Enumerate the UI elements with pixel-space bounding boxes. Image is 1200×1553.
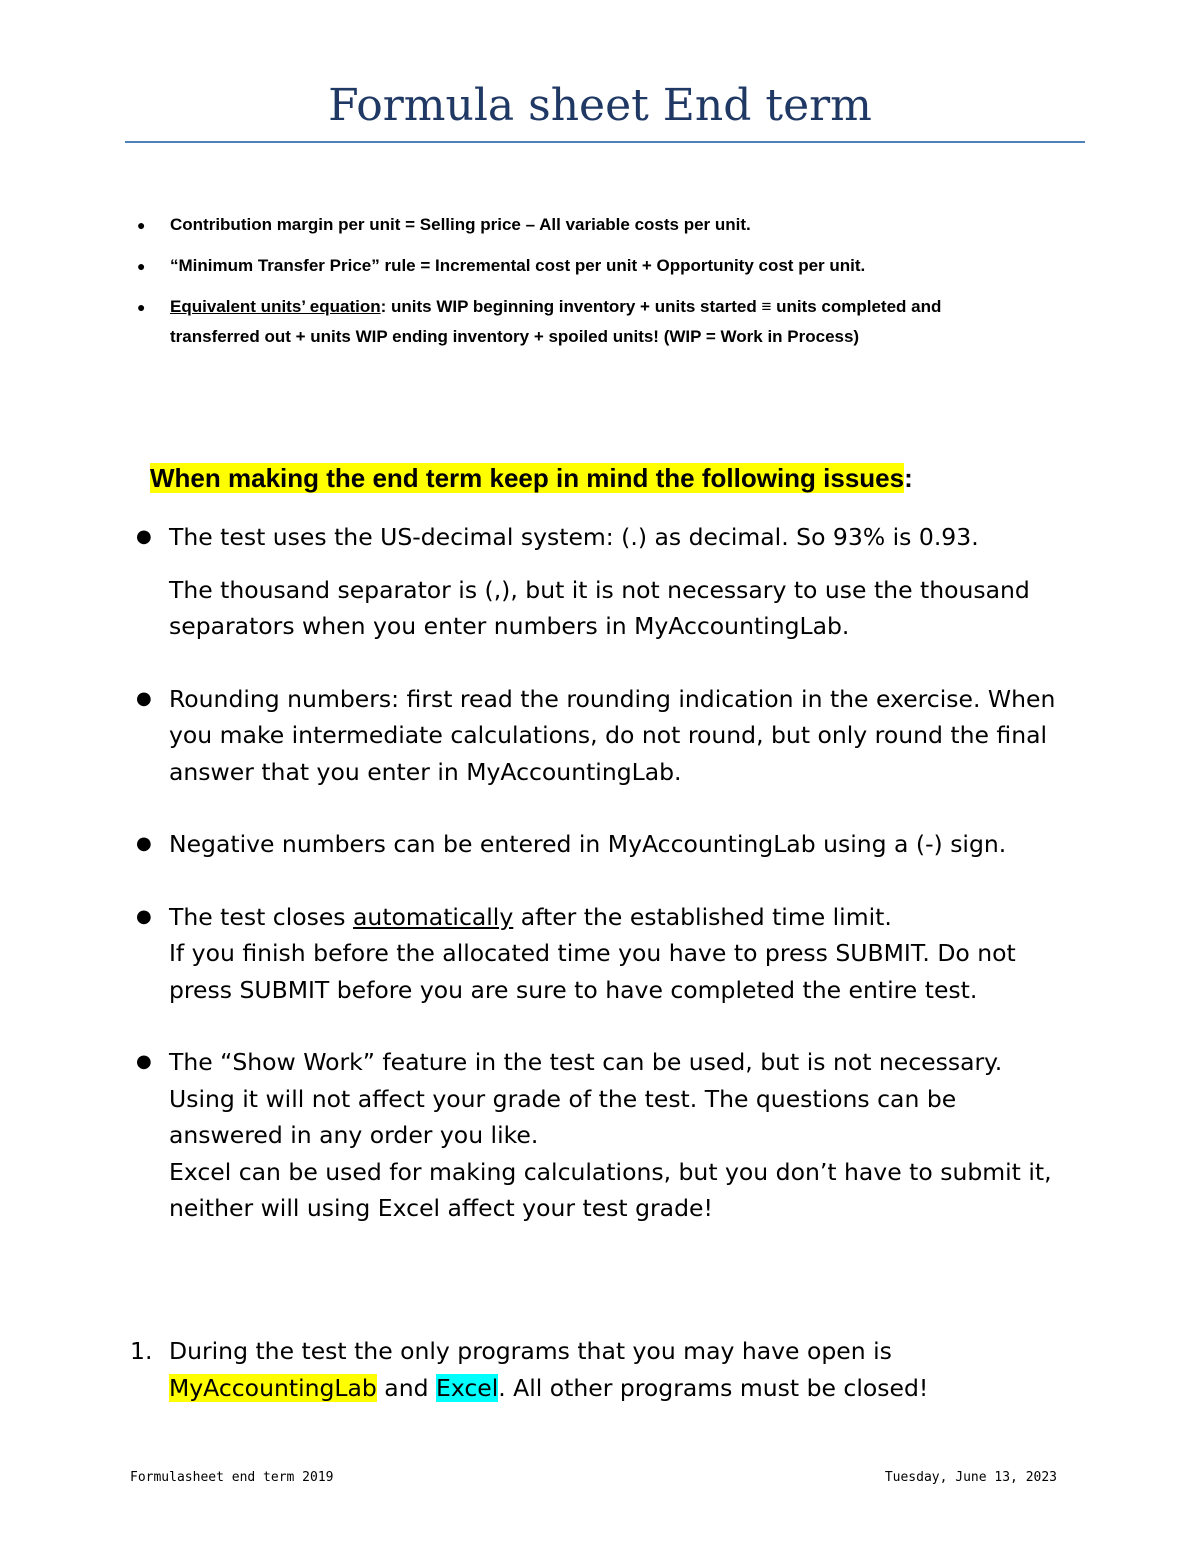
numbered-text-part: and <box>376 1373 436 1402</box>
formula-contribution-margin: Contribution margin per unit = Selling price – All variable costs per unit. <box>170 215 751 234</box>
numbered-text-part: . All other programs must be closed! <box>498 1373 929 1402</box>
footer-date: Tuesday, June 13, 2023 <box>884 1470 1057 1485</box>
title-underline <box>125 141 1085 143</box>
formula-transfer-price: “Minimum Transfer Price” rule = Incremental cost per unit + Opportunity cost per unit. <box>170 256 866 275</box>
notice-heading <box>150 459 913 497</box>
issue-text: The test uses the US-decimal system: (.) as decimal. So 93% is 0.93. <box>169 523 979 551</box>
issue-text: Excel can be used for making calculations, but you don’t have to submit it, <box>169 1157 1052 1186</box>
issue-text: answer that you enter in MyAccountingLab. <box>169 757 682 786</box>
formula-equivalent-units-line2: transferred out + units WIP ending inventory + spoiled units! (WIP = Work in Process) <box>170 327 860 346</box>
issue-item-closes <box>130 899 1090 1009</box>
issue-text-part: after the established time limit. <box>513 902 892 931</box>
formula-item <box>130 292 1060 352</box>
footer-document-name: Formulasheet end term 2019 <box>130 1470 334 1485</box>
numbered-item <box>130 1333 1090 1406</box>
highlight-excel: Excel <box>435 1373 499 1402</box>
highlight-myaccountinglab: MyAccountingLab <box>169 1373 377 1402</box>
issue-text: The thousand separator is (,), but it is not necessary to use the thousand <box>169 575 1030 604</box>
page-title: Formula sheet End term <box>328 80 872 131</box>
issue-item-show-work <box>130 1044 1090 1227</box>
issue-item-rounding <box>130 681 1090 791</box>
formula-equivalent-units-text: : units WIP beginning inventory + units started ≡ units completed and <box>380 297 942 316</box>
bullet-icon: ● <box>137 217 146 233</box>
numbered-text: During the test the only programs that you may have open is <box>169 1337 892 1365</box>
formula-equivalent-units-label: Equivalent units’ equation <box>170 297 381 316</box>
bullet-icon: ● <box>136 905 152 927</box>
issue-text: Using it will not affect your grade of the test. The questions can be <box>169 1084 957 1113</box>
formula-item <box>130 210 1060 240</box>
issue-text: you make intermediate calculations, do not round, but only round the final <box>169 721 1048 749</box>
bullet-icon: ● <box>137 258 146 274</box>
bullet-icon: ● <box>136 687 152 709</box>
issue-text: Negative numbers can be entered in MyAccountingLab using a (-) sign. <box>169 830 1007 858</box>
numbered-text <box>169 1370 1090 1407</box>
numbered-list <box>130 1333 1090 1406</box>
issue-text: Rounding numbers: first read the rounding indication in the exercise. When <box>169 684 1056 713</box>
notice-highlighted-text: When making the end term keep in mind the following issues <box>150 463 905 493</box>
formula-list <box>130 210 1060 352</box>
issue-text: If you finish before the allocated time you have to press SUBMIT. Do not <box>169 939 1016 967</box>
formula-item <box>130 251 1060 281</box>
issue-text: The “Show Work” feature in the test can be used, but is not necessary. <box>169 1048 1003 1076</box>
issue-item-decimal <box>130 519 1090 645</box>
issue-item-negative <box>130 826 1090 863</box>
bullet-icon: ● <box>136 1051 152 1072</box>
issue-underlined-word: automatically <box>353 902 514 931</box>
list-number: 1. <box>130 1337 153 1365</box>
issue-text: separators when you enter numbers in MyAccountingLab. <box>169 612 850 640</box>
bullet-icon: ● <box>136 526 152 547</box>
issue-text: neither will using Excel affect your test grade! <box>169 1194 713 1222</box>
bullet-icon: ● <box>137 299 146 315</box>
issues-list <box>130 519 1090 1227</box>
issue-text: press SUBMIT before you are sure to have completed the entire test. <box>169 975 978 1004</box>
notice-colon: : <box>904 463 913 493</box>
issue-text: answered in any order you like. <box>169 1121 539 1149</box>
bullet-icon: ● <box>136 833 152 854</box>
issue-text <box>169 899 1090 936</box>
issue-text-part: The test closes <box>169 902 354 931</box>
